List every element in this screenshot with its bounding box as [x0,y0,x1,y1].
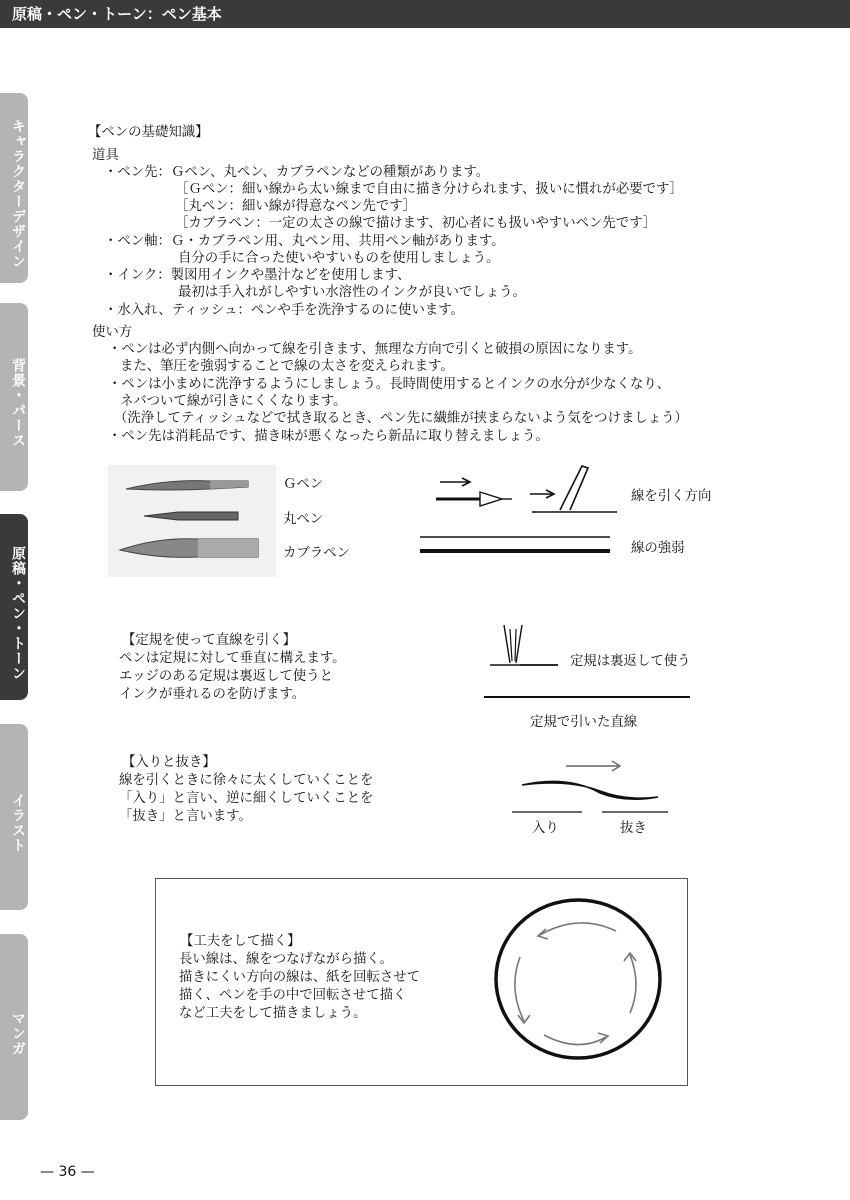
ruler-line-1: ペンは定規に対して垂直に構えます。 [119,651,346,666]
label-nuki: 抜き [620,821,647,836]
rotation-circle-diagram [490,895,670,1065]
page-number: — 36 — [40,1164,95,1180]
usage-heading: 使い方 [92,325,133,340]
label-g-pen: Ｇペン [283,477,324,492]
irinuki-title: 【入りと抜き】 [122,755,216,770]
usage-line-6: ・ペン先は消耗品です、描き味が悪くなったら新品に取り替えましょう。 [108,429,549,444]
basics-title: 【ペンの基礎知識】 [88,125,209,140]
ruler-line-2: エッジのある定規は裏返して使うと [119,669,333,684]
pen-nibs-photo [108,465,276,577]
label-kabura-pen: カブラペン [283,546,350,561]
tools-line-9: ・水入れ、ティッシュ：ペンや手を洗浄するのに使います。 [104,303,464,318]
kufu-title: 【工夫をして描く】 [180,934,301,949]
kufu-line-4: など工夫をして描きましょう。 [179,1006,367,1021]
tools-line-1: ・ペン先：Ｇペン、丸ペン、カブラペンなどの種類があります。 [104,165,490,180]
pen-nibs-illustration [108,465,276,577]
irinuki-line-1: 線を引くときに徐々に太くしていくことを [119,773,374,788]
tab-illust[interactable]: イラスト [0,724,28,910]
irinuki-line-3: 「抜き」と言います。 [119,809,252,824]
usage-line-2: また、筆圧を強弱することで線の太さを変えられます。 [120,359,454,374]
tools-line-6: 自分の手に合った使いやすいものを使用しましょう。 [178,251,500,266]
ruler-title: 【定規を使って直線を引く】 [122,633,297,648]
tools-heading: 道具 [92,148,119,163]
kufu-line-3: 描く、ペンを手の中で回転させて描く [179,988,407,1003]
usage-line-5: （洗浄してティッシュなどで拭き取るとき、ペン先に繊維が挟まらないよう気をつけましょう） [114,411,688,426]
kufu-line-2: 描きにくい方向の線は、紙を回転させて [179,970,421,985]
kufu-line-1: 長い線は、線をつなげながら描く。 [179,952,393,967]
label-strength: 線の強弱 [631,541,685,556]
usage-line-4: ネバついて線が引きにくくなります。 [120,394,347,409]
iri-nuki-diagram [508,757,678,817]
tools-line-8: 最初は手入れがしやすい水溶性のインクが良いでしょう。 [178,285,526,300]
tools-line-4: ［カブラペン：一定の太さの線で描けます、初心者にも扱いやすいペン先です］ [175,216,656,231]
label-ruler-flip: 定規は裏返して使う [570,654,691,669]
tools-line-3: ［丸ペン：細い線が得意なペン先です］ [175,199,417,214]
tab-character-design[interactable]: キャラクターデザイン [0,93,28,283]
irinuki-line-2: 「入り」と言い、逆に細くしていくことを [119,791,374,806]
tab-manuscript-pen-tone[interactable]: 原稿・ペン・トーン [0,514,28,700]
usage-line-1: ・ペンは必ず内側へ向かって線を引きます、無理な方向で引くと破損の原因になります。 [108,342,642,357]
line-strength-diagram [420,532,620,562]
label-ruler-line: 定規で引いた直線 [530,715,638,730]
ruler-line-3: インクが垂れるのを防げます。 [119,687,306,702]
usage-line-3: ・ペンは小まめに洗浄するようにしましょう。長時間使用するとインクの水分が少なくなり、 [108,377,671,392]
tools-line-7: ・インク：製図用インクや墨汁などを使用します、 [104,268,411,283]
label-iri: 入り [532,821,559,836]
drawing-direction-diagram [432,462,632,542]
tab-background-perspective[interactable]: 背景・パース [0,303,28,491]
page-header: 原稿・ペン・トーン：ペン基本 [0,0,850,28]
tools-line-5: ・ペン軸：Ｇ・カブラペン用、丸ペン用、共用ペン軸があります。 [104,234,505,249]
tools-line-2: ［Ｇペン：細い線から太い線まで自由に描き分けられます、扱いに慣れが必要です］ [175,182,683,197]
label-maru-pen: 丸ペン [283,512,324,527]
label-direction: 線を引く方向 [631,489,712,504]
tab-manga[interactable]: マンガ [0,934,28,1120]
